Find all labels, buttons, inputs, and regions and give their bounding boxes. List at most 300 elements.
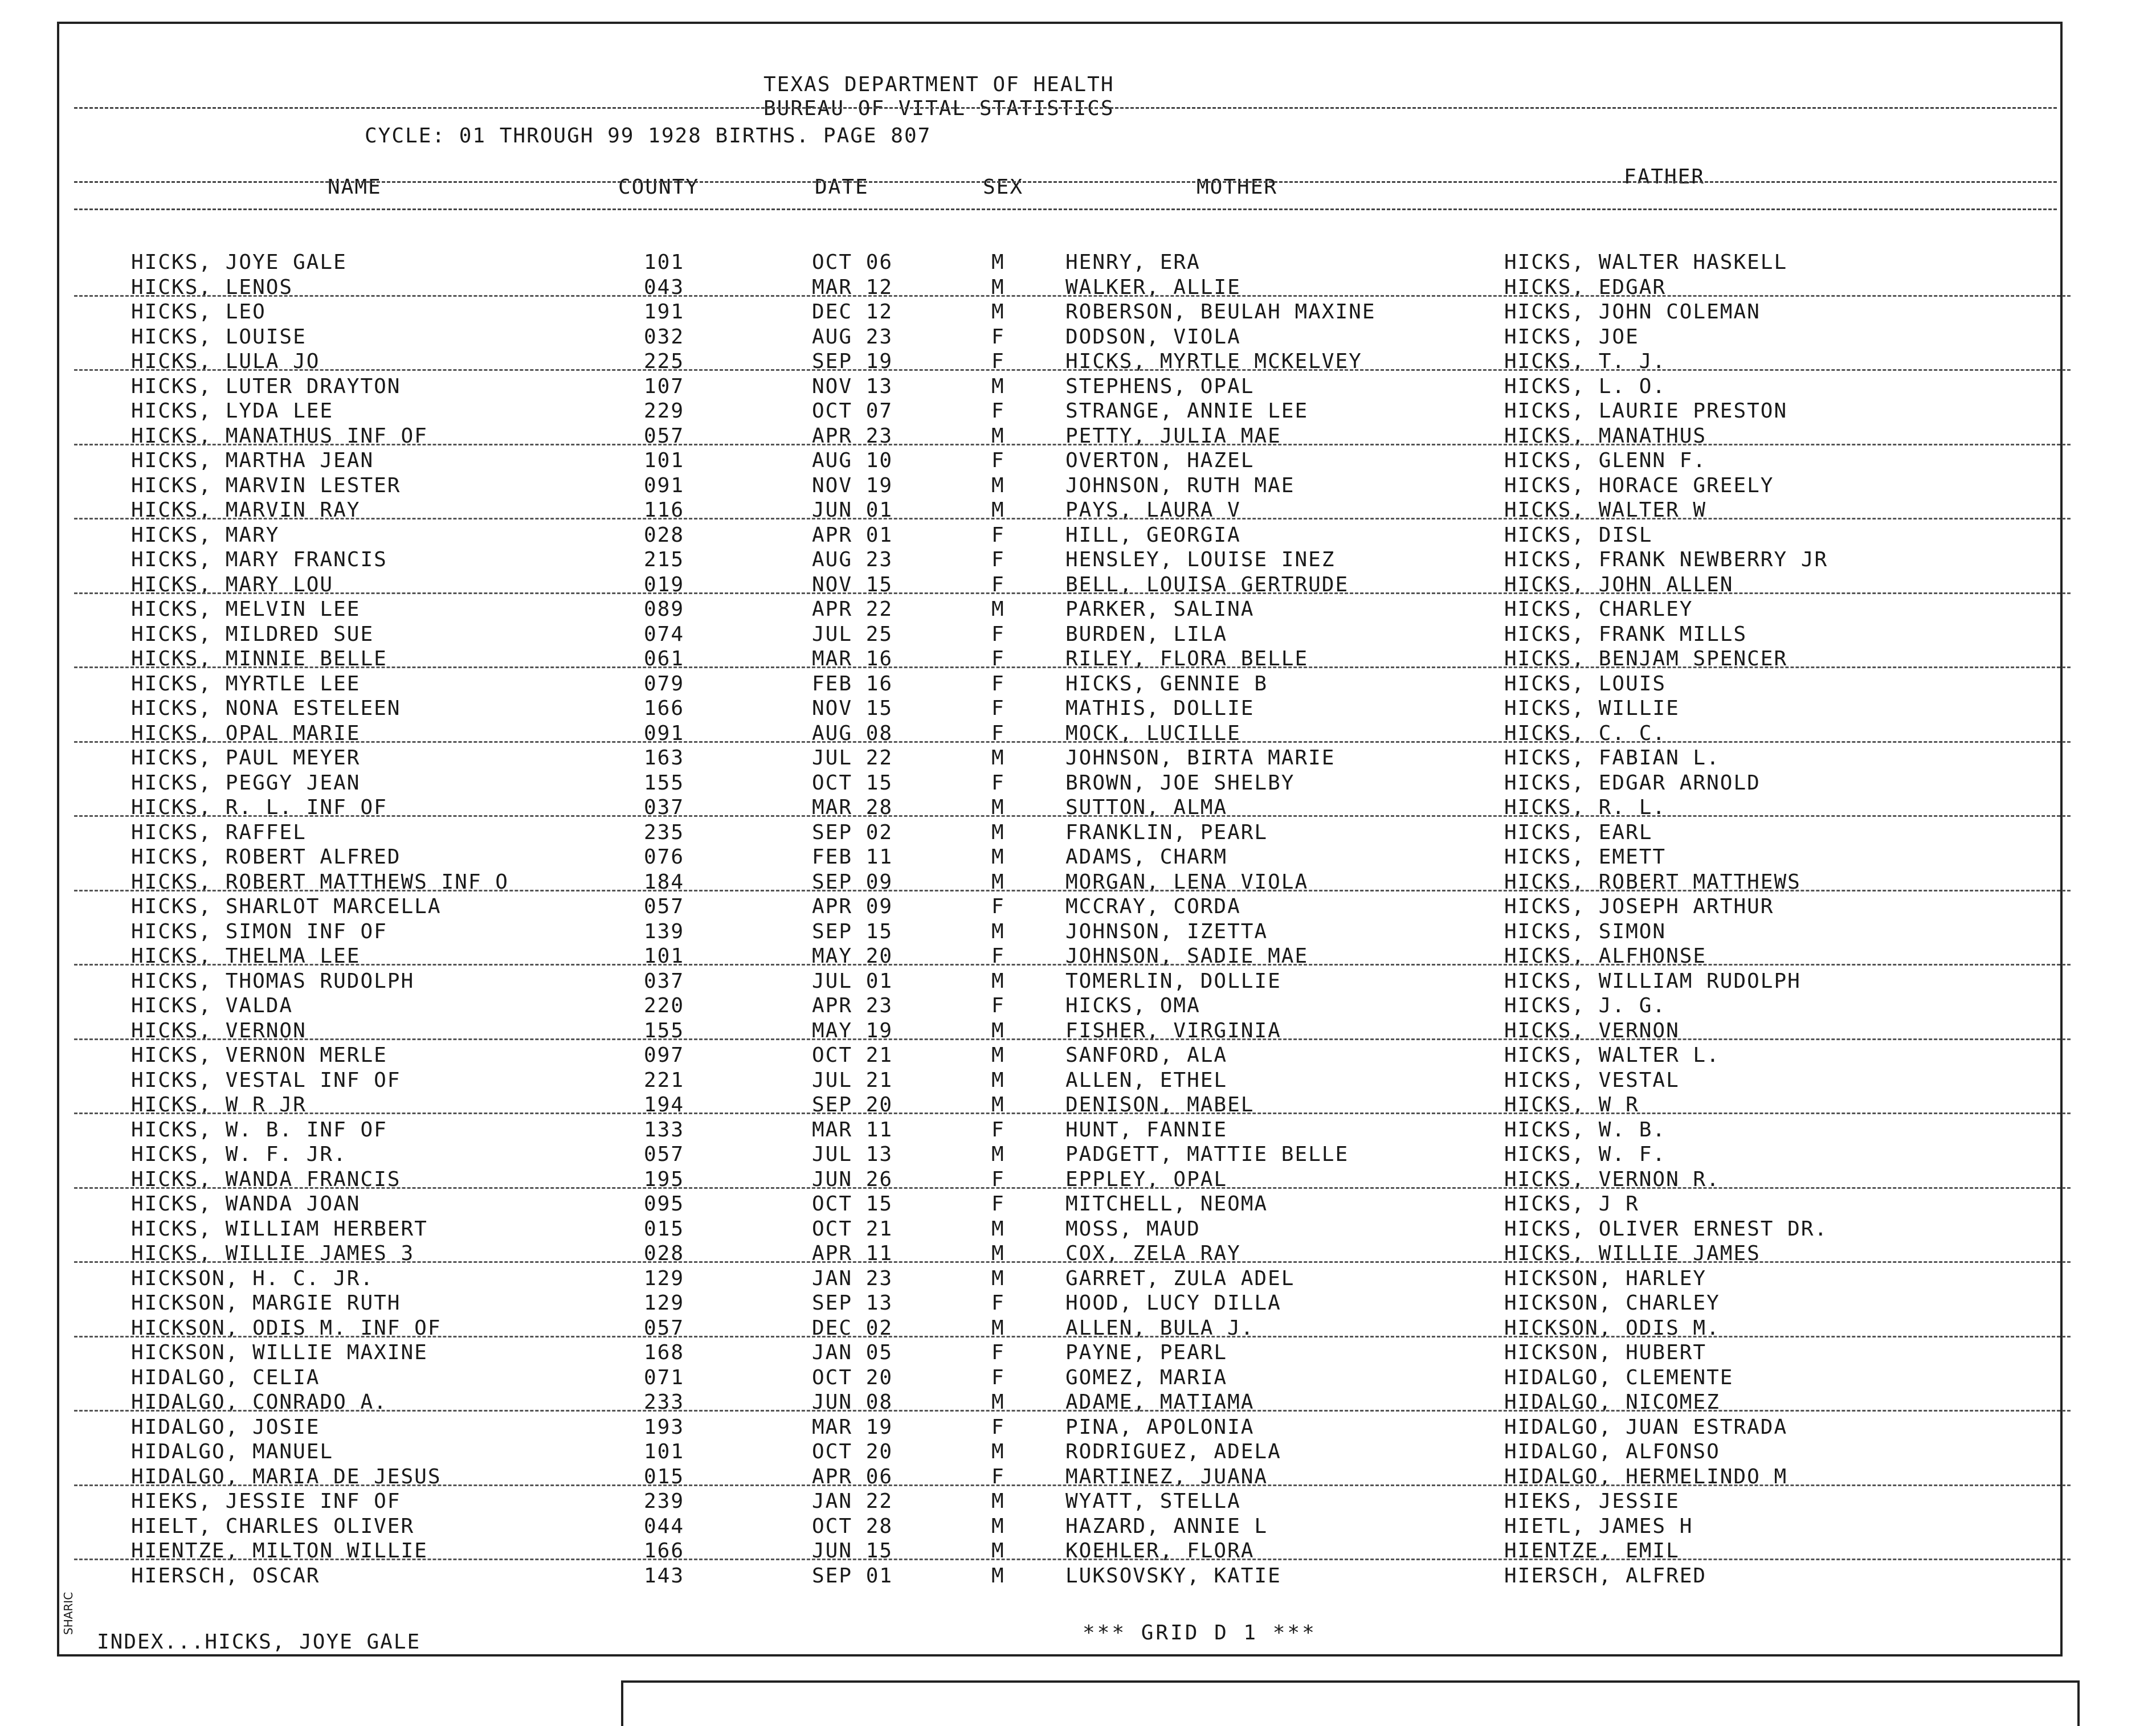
- record-sex: F: [991, 325, 1005, 349]
- record-row: [0, 796, 2156, 821]
- record-date: SEP 02: [812, 820, 893, 844]
- record-father: HIDALGO, JUAN ESTRADA: [1504, 1415, 1788, 1439]
- record-row: [0, 474, 2156, 499]
- record-father: HIDALGO, HERMELINDO M: [1504, 1465, 1788, 1488]
- record-county: 089: [644, 598, 685, 621]
- record-father: HICKS, VERNON: [1504, 1019, 1680, 1042]
- record-mother: MITCHELL, NEOMA: [1065, 1192, 1268, 1216]
- record-date: NOV 15: [812, 572, 893, 596]
- record-sex: F: [991, 697, 1005, 720]
- record-date: AUG 10: [812, 449, 893, 472]
- record-father: HICKS, FABIAN L.: [1504, 746, 1720, 770]
- side-label: SHARIC: [62, 1592, 75, 1635]
- record-county: 194: [644, 1093, 685, 1116]
- record-name: HIERSCH, OSCAR: [131, 1564, 320, 1588]
- record-name: HICKS, MARVIN LESTER: [131, 473, 401, 497]
- record-mother: TOMERLIN, DOLLIE: [1065, 969, 1281, 993]
- record-mother: BELL, LOUISA GERTRUDE: [1065, 572, 1349, 596]
- record-date: OCT 21: [812, 1044, 893, 1067]
- record-father: HIETL, JAMES H: [1504, 1514, 1693, 1538]
- record-mother: BROWN, JOE SHELBY: [1065, 771, 1295, 795]
- record-row: [0, 251, 2156, 276]
- record-row: [0, 1291, 2156, 1316]
- record-row: [0, 1044, 2156, 1069]
- record-row: [0, 276, 2156, 301]
- record-county: 116: [644, 498, 685, 522]
- record-county: 037: [644, 796, 685, 819]
- record-father: HICKS, W R: [1504, 1093, 1639, 1116]
- record-sex: M: [991, 1564, 1005, 1588]
- record-row: [0, 1515, 2156, 1540]
- record-name: HICKS, MARY LOU: [131, 572, 334, 596]
- record-county: 091: [644, 721, 685, 745]
- record-mother: MATHIS, DOLLIE: [1065, 697, 1255, 720]
- record-county: 129: [644, 1266, 685, 1290]
- record-father: HICKS, LOUIS: [1504, 672, 1667, 696]
- record-name: HICKS, LENOS: [131, 275, 293, 299]
- record-sex: F: [991, 523, 1005, 547]
- record-sex: F: [991, 572, 1005, 596]
- record-row: [0, 697, 2156, 722]
- record-name: HICKS, MARY: [131, 523, 280, 547]
- record-sex: M: [991, 1539, 1005, 1563]
- record-sex: M: [991, 870, 1005, 894]
- record-name: HICKS, W R JR: [131, 1093, 307, 1116]
- record-mother: WALKER, ALLIE: [1065, 275, 1241, 299]
- record-date: OCT 15: [812, 1192, 893, 1216]
- record-sex: M: [991, 820, 1005, 844]
- record-sex: M: [991, 796, 1005, 819]
- record-father: HICKS, ALFHONSE: [1504, 944, 1707, 968]
- column-header-divider-top: [74, 181, 2057, 183]
- record-date: JUN 26: [812, 1167, 893, 1191]
- record-father: HICKS, JOHN COLEMAN: [1504, 300, 1761, 324]
- record-row: [0, 1242, 2156, 1267]
- col-header-mother: MOTHER: [1197, 175, 1278, 199]
- record-row: [0, 1192, 2156, 1217]
- record-name: HICKS, THELMA LEE: [131, 944, 361, 968]
- record-row: [0, 1366, 2156, 1391]
- record-name: HIDALGO, CONRADO A.: [131, 1390, 387, 1414]
- record-mother: HAZARD, ANNIE L: [1065, 1514, 1268, 1538]
- record-row: [0, 598, 2156, 623]
- record-name: HICKSON, WILLIE MAXINE: [131, 1341, 428, 1364]
- record-row: [0, 722, 2156, 747]
- record-county: 057: [644, 424, 685, 448]
- record-date: JUN 15: [812, 1539, 893, 1563]
- record-county: 019: [644, 572, 685, 596]
- record-mother: EPPLEY, OPAL: [1065, 1167, 1228, 1191]
- record-mother: PADGETT, MATTIE BELLE: [1065, 1143, 1349, 1166]
- record-name: HICKS, LEO: [131, 300, 266, 324]
- record-father: HICKSON, CHARLEY: [1504, 1291, 1720, 1315]
- record-date: AUG 23: [812, 325, 893, 349]
- record-sex: M: [991, 746, 1005, 770]
- record-father: HICKS, EDGAR ARNOLD: [1504, 771, 1761, 795]
- record-father: HICKS, OLIVER ERNEST DR.: [1504, 1217, 1828, 1241]
- record-father: HICKS, JOE: [1504, 325, 1639, 349]
- record-county: 057: [644, 1143, 685, 1166]
- record-row: [0, 350, 2156, 375]
- record-sex: M: [991, 498, 1005, 522]
- record-sex: M: [991, 1514, 1005, 1538]
- record-county: 184: [644, 870, 685, 894]
- record-county: 163: [644, 746, 685, 770]
- record-mother: HOOD, LUCY DILLA: [1065, 1291, 1281, 1315]
- col-header-name: NAME: [328, 175, 382, 199]
- record-father: HICKS, J. G.: [1504, 994, 1667, 1017]
- record-mother: ALLEN, ETHEL: [1065, 1068, 1228, 1092]
- record-sex: F: [991, 1192, 1005, 1216]
- record-county: 168: [644, 1341, 685, 1364]
- record-mother: LUKSOVSKY, KATIE: [1065, 1564, 1281, 1588]
- record-row: [0, 1539, 2156, 1564]
- record-mother: GOMEZ, MARIA: [1065, 1365, 1228, 1389]
- record-father: HICKS, L. O.: [1504, 374, 1667, 398]
- record-county: 225: [644, 350, 685, 373]
- record-name: HICKS, LOUISE: [131, 325, 307, 349]
- record-father: HICKS, R. L.: [1504, 796, 1667, 819]
- record-mother: GARRET, ZULA ADEL: [1065, 1266, 1295, 1290]
- record-date: FEB 11: [812, 845, 893, 869]
- record-date: JUL 01: [812, 969, 893, 993]
- record-county: 229: [644, 399, 685, 423]
- record-date: MAR 11: [812, 1118, 893, 1142]
- record-mother: KOEHLER, FLORA: [1065, 1539, 1255, 1563]
- record-date: APR 01: [812, 523, 893, 547]
- record-father: HICKS, FRANK NEWBERRY JR: [1504, 548, 1828, 571]
- record-sex: M: [991, 1390, 1005, 1414]
- record-date: APR 11: [812, 1242, 893, 1265]
- record-sex: M: [991, 424, 1005, 448]
- record-date: OCT 21: [812, 1217, 893, 1241]
- index-label: INDEX...HICKS, JOYE GALE: [97, 1630, 421, 1654]
- record-mother: ALLEN, BULA J.: [1065, 1316, 1255, 1340]
- col-header-date: DATE: [815, 175, 869, 199]
- record-mother: HENSLEY, LOUISE INEZ: [1065, 548, 1336, 571]
- record-sex: M: [991, 1316, 1005, 1340]
- records-list: [0, 251, 2156, 1589]
- record-father: HICKS, EMETT: [1504, 845, 1667, 869]
- record-date: AUG 08: [812, 721, 893, 745]
- record-sex: M: [991, 300, 1005, 324]
- record-row: [0, 498, 2156, 523]
- record-sex: M: [991, 845, 1005, 869]
- record-mother: ADAME, MATIAMA: [1065, 1390, 1255, 1414]
- record-mother: MOCK, LUCILLE: [1065, 721, 1241, 745]
- record-row: [0, 325, 2156, 350]
- record-county: 071: [644, 1365, 685, 1389]
- record-county: 079: [644, 672, 685, 696]
- record-date: SEP 15: [812, 919, 893, 943]
- record-date: MAY 19: [812, 1019, 893, 1042]
- record-name: HICKS, ROBERT ALFRED: [131, 845, 401, 869]
- record-date: JAN 05: [812, 1341, 893, 1364]
- record-row: [0, 424, 2156, 449]
- record-name: HICKS, RAFFEL: [131, 820, 307, 844]
- record-date: OCT 28: [812, 1514, 893, 1538]
- record-father: HICKS, EDGAR: [1504, 275, 1667, 299]
- record-date: OCT 20: [812, 1365, 893, 1389]
- record-father: HICKS, W. F.: [1504, 1143, 1667, 1166]
- record-mother: JOHNSON, IZETTA: [1065, 919, 1268, 943]
- record-sex: F: [991, 449, 1005, 472]
- record-row: [0, 1069, 2156, 1094]
- record-row: [0, 870, 2156, 895]
- record-mother: COX, ZELA RAY: [1065, 1242, 1241, 1265]
- record-sex: M: [991, 1019, 1005, 1042]
- record-date: NOV 13: [812, 374, 893, 398]
- record-county: 015: [644, 1465, 685, 1488]
- record-county: 166: [644, 1539, 685, 1563]
- record-date: MAR 16: [812, 647, 893, 670]
- record-name: HICKS, VALDA: [131, 994, 293, 1017]
- record-father: HIERSCH, ALFRED: [1504, 1564, 1707, 1588]
- record-mother: HILL, GEORGIA: [1065, 523, 1241, 547]
- record-father: HICKS, LAURIE PRESTON: [1504, 399, 1788, 423]
- record-mother: ROBERSON, BEULAH MAXINE: [1065, 300, 1376, 324]
- record-date: APR 09: [812, 895, 893, 918]
- record-name: HICKS, MINNIE BELLE: [131, 647, 387, 670]
- record-father: HICKS, T. J.: [1504, 350, 1667, 373]
- record-mother: RODRIGUEZ, ADELA: [1065, 1440, 1281, 1463]
- record-sex: M: [991, 1440, 1005, 1463]
- record-father: HICKS, VERNON R.: [1504, 1167, 1720, 1191]
- record-sex: M: [991, 1068, 1005, 1092]
- record-father: HIDALGO, ALFONSO: [1504, 1440, 1720, 1463]
- record-sex: F: [991, 548, 1005, 571]
- record-sex: F: [991, 1415, 1005, 1439]
- record-mother: PARKER, SALINA: [1065, 598, 1255, 621]
- record-county: 220: [644, 994, 685, 1017]
- record-row: [0, 821, 2156, 846]
- record-father: HICKS, FRANK MILLS: [1504, 622, 1747, 646]
- record-county: 107: [644, 374, 685, 398]
- record-date: APR 23: [812, 424, 893, 448]
- record-row: [0, 573, 2156, 598]
- record-county: 032: [644, 325, 685, 349]
- record-county: 101: [644, 251, 685, 274]
- record-row: [0, 1416, 2156, 1441]
- record-name: HICKS, MELVIN LEE: [131, 598, 361, 621]
- record-row: [0, 548, 2156, 573]
- record-county: 191: [644, 300, 685, 324]
- record-date: FEB 16: [812, 672, 893, 696]
- record-mother: RILEY, FLORA BELLE: [1065, 647, 1309, 670]
- record-sex: F: [991, 622, 1005, 646]
- record-name: HICKS, W. F. JR.: [131, 1143, 347, 1166]
- record-father: HICKS, JOSEPH ARTHUR: [1504, 895, 1774, 918]
- record-county: 061: [644, 647, 685, 670]
- record-date: SEP 13: [812, 1291, 893, 1315]
- record-row: [0, 895, 2156, 920]
- next-page-edge: [621, 1680, 2080, 1726]
- record-county: 239: [644, 1490, 685, 1513]
- record-sex: F: [991, 1118, 1005, 1142]
- record-name: HICKS, SHARLOT MARCELLA: [131, 895, 442, 918]
- record-father: HICKS, WILLIAM RUDOLPH: [1504, 969, 1801, 993]
- record-row: [0, 1118, 2156, 1143]
- record-sex: F: [991, 399, 1005, 423]
- record-mother: JOHNSON, RUTH MAE: [1065, 473, 1295, 497]
- record-sex: F: [991, 895, 1005, 918]
- record-row: [0, 1465, 2156, 1490]
- record-county: 097: [644, 1044, 685, 1067]
- record-name: HIENTZE, MILTON WILLIE: [131, 1539, 428, 1563]
- record-name: HICKS, MYRTLE LEE: [131, 672, 361, 696]
- record-row: [0, 523, 2156, 549]
- record-sex: M: [991, 919, 1005, 943]
- record-father: HICKS, ROBERT MATTHEWS: [1504, 870, 1801, 894]
- record-father: HICKS, WALTER W: [1504, 498, 1707, 522]
- record-row: [0, 1390, 2156, 1416]
- record-county: 101: [644, 449, 685, 472]
- record-date: OCT 20: [812, 1440, 893, 1463]
- record-name: HICKS, OPAL MARIE: [131, 721, 361, 745]
- record-row: [0, 1440, 2156, 1465]
- record-county: 037: [644, 969, 685, 993]
- record-sex: M: [991, 473, 1005, 497]
- record-county: 091: [644, 473, 685, 497]
- record-county: 233: [644, 1390, 685, 1414]
- record-date: SEP 19: [812, 350, 893, 373]
- record-name: HICKS, MARTHA JEAN: [131, 449, 374, 472]
- record-row: [0, 746, 2156, 771]
- record-mother: HENRY, ERA: [1065, 251, 1200, 274]
- record-father: HIENTZE, EMIL: [1504, 1539, 1680, 1563]
- record-county: 215: [644, 548, 685, 571]
- record-row: [0, 375, 2156, 400]
- record-mother: STEPHENS, OPAL: [1065, 374, 1255, 398]
- record-sex: M: [991, 1242, 1005, 1265]
- record-name: HICKS, MARVIN RAY: [131, 498, 361, 522]
- record-mother: MORGAN, LENA VIOLA: [1065, 870, 1309, 894]
- bureau-title: BUREAU OF VITAL STATISTICS: [763, 97, 1114, 120]
- record-sex: M: [991, 374, 1005, 398]
- record-name: HICKS, PAUL MEYER: [131, 746, 361, 770]
- record-father: HICKS, WALTER L.: [1504, 1044, 1720, 1067]
- record-row: [0, 994, 2156, 1019]
- record-mother: SANFORD, ALA: [1065, 1044, 1228, 1067]
- record-name: HICKSON, ODIS M. INF OF: [131, 1316, 442, 1340]
- record-date: APR 23: [812, 994, 893, 1017]
- record-row: [0, 300, 2156, 325]
- record-mother: HUNT, FANNIE: [1065, 1118, 1228, 1142]
- record-father: HIDALGO, NICOMEZ: [1504, 1390, 1720, 1414]
- record-name: HICKS, PEGGY JEAN: [131, 771, 361, 795]
- record-date: JUL 25: [812, 622, 893, 646]
- record-date: OCT 07: [812, 399, 893, 423]
- col-header-county: COUNTY: [618, 175, 700, 199]
- record-date: AUG 23: [812, 548, 893, 571]
- record-date: MAR 19: [812, 1415, 893, 1439]
- record-name: HICKS, VESTAL INF OF: [131, 1068, 401, 1092]
- record-mother: JOHNSON, SADIE MAE: [1065, 944, 1309, 968]
- record-father: HICKS, C. C.: [1504, 721, 1667, 745]
- record-sex: F: [991, 350, 1005, 373]
- record-father: HICKS, HORACE GREELY: [1504, 473, 1774, 497]
- record-date: JUL 22: [812, 746, 893, 770]
- record-row: [0, 1143, 2156, 1168]
- grid-label: *** GRID D 1 ***: [1083, 1621, 1317, 1645]
- record-father: HICKS, SIMON: [1504, 919, 1667, 943]
- record-sex: M: [991, 1093, 1005, 1116]
- record-row: [0, 1267, 2156, 1292]
- record-county: 193: [644, 1415, 685, 1439]
- record-row: [0, 1168, 2156, 1193]
- record-father: HICKS, DISL: [1504, 523, 1653, 547]
- record-row: [0, 920, 2156, 945]
- record-name: HICKS, WILLIE JAMES 3: [131, 1242, 415, 1265]
- record-row: [0, 771, 2156, 796]
- record-sex: M: [991, 275, 1005, 299]
- record-name: HICKSON, H. C. JR.: [131, 1266, 374, 1290]
- record-date: JAN 22: [812, 1490, 893, 1513]
- record-county: 043: [644, 275, 685, 299]
- record-name: HICKS, LUTER DRAYTON: [131, 374, 401, 398]
- record-name: HICKS, THOMAS RUDOLPH: [131, 969, 415, 993]
- record-row: [0, 449, 2156, 474]
- record-date: JAN 23: [812, 1266, 893, 1290]
- record-row: [0, 1093, 2156, 1118]
- record-sex: M: [991, 598, 1005, 621]
- record-date: JUL 13: [812, 1143, 893, 1166]
- record-county: 057: [644, 895, 685, 918]
- record-county: 143: [644, 1564, 685, 1588]
- record-row: [0, 1316, 2156, 1341]
- record-row: [0, 1341, 2156, 1366]
- record-father: HICKS, W. B.: [1504, 1118, 1667, 1142]
- record-mother: BURDEN, LILA: [1065, 622, 1228, 646]
- record-date: SEP 20: [812, 1093, 893, 1116]
- record-row: [0, 1019, 2156, 1044]
- record-row: [0, 647, 2156, 672]
- record-date: APR 06: [812, 1465, 893, 1488]
- record-date: JUN 01: [812, 498, 893, 522]
- record-county: 015: [644, 1217, 685, 1241]
- record-name: HICKS, MILDRED SUE: [131, 622, 374, 646]
- record-sex: F: [991, 672, 1005, 696]
- record-name: HICKS, LYDA LEE: [131, 399, 334, 423]
- record-father: HIEKS, JESSIE: [1504, 1490, 1680, 1513]
- record-row: [0, 1217, 2156, 1242]
- record-county: 129: [644, 1291, 685, 1315]
- record-name: HICKS, MANATHUS INF OF: [131, 424, 428, 448]
- record-mother: WYATT, STELLA: [1065, 1490, 1241, 1513]
- record-father: HICKSON, HUBERT: [1504, 1341, 1707, 1364]
- record-row: [0, 944, 2156, 970]
- record-mother: STRANGE, ANNIE LEE: [1065, 399, 1309, 423]
- record-father: HICKS, MANATHUS: [1504, 424, 1707, 448]
- record-date: OCT 15: [812, 771, 893, 795]
- record-mother: PAYS, LAURA V: [1065, 498, 1241, 522]
- record-name: HICKS, WILLIAM HERBERT: [131, 1217, 428, 1241]
- record-father: HICKS, J R: [1504, 1192, 1639, 1216]
- record-name: HIELT, CHARLES OLIVER: [131, 1514, 415, 1538]
- record-mother: ADAMS, CHARM: [1065, 845, 1228, 869]
- record-father: HICKS, JOHN ALLEN: [1504, 572, 1734, 596]
- record-mother: HICKS, OMA: [1065, 994, 1200, 1017]
- record-row: [0, 399, 2156, 424]
- record-date: DEC 12: [812, 300, 893, 324]
- record-mother: MOSS, MAUD: [1065, 1217, 1200, 1241]
- record-mother: SUTTON, ALMA: [1065, 796, 1228, 819]
- record-mother: FRANKLIN, PEARL: [1065, 820, 1268, 844]
- record-name: HICKS, WANDA FRANCIS: [131, 1167, 401, 1191]
- record-county: 044: [644, 1514, 685, 1538]
- record-county: 028: [644, 1242, 685, 1265]
- record-sex: F: [991, 994, 1005, 1017]
